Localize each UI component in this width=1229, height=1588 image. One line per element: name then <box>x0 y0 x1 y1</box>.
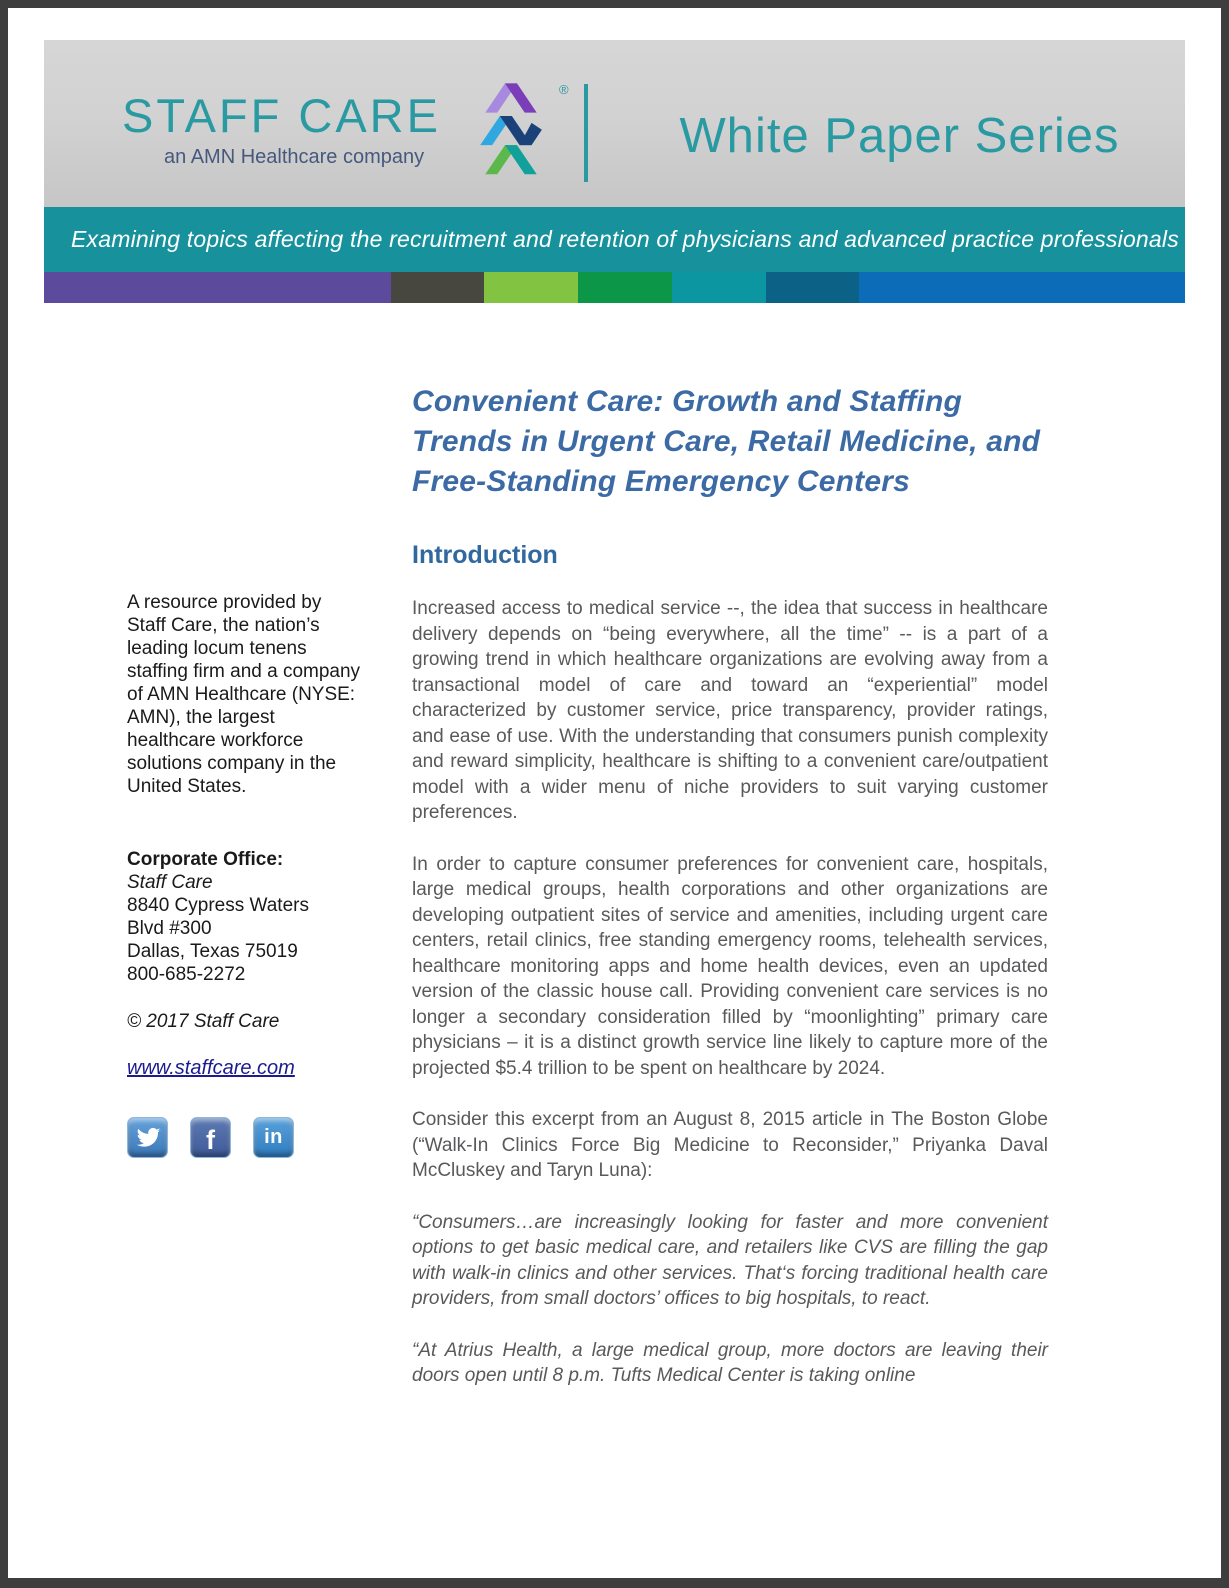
corporate-office-label: Corporate Office: <box>127 849 284 870</box>
quote-paragraph-1: “Consumers…are increasingly looking for faster and more convenient options to get basic medical care, and retailers like CVS are filling the gap with walk-in clinics and other services. That‘s forcing traditional health care providers, from small doctors’ offices to big hospitals, to react. <box>412 1211 1048 1309</box>
quote-paragraph-2: “At Atrius Health, a large medical group, more doctors are leaving their doors open until 8 p.m. Tufts Medical Center is taking online <box>412 1339 1048 1386</box>
title-line-1: Convenient Care: Growth and Staffing <box>412 385 963 418</box>
stripe-segment <box>44 272 391 303</box>
address-line-3: Dallas, Texas 75019 <box>127 941 298 962</box>
address-line-2: Blvd #300 <box>127 918 212 939</box>
linkedin-icon[interactable] <box>253 1117 294 1158</box>
corporate-office-name: Staff Care <box>127 872 213 893</box>
introduction-heading: Introduction <box>412 541 558 569</box>
facebook-icon[interactable] <box>190 1117 231 1158</box>
tagline-bar <box>44 207 1185 272</box>
address-line-1: 8840 Cypress Waters <box>127 895 309 916</box>
paragraph-2: In order to capture consumer preferences for convenient care, hospitals, large medical groups, health corporations and other organizations are developing outpatient sites of service and amenities, including urgent care centers, retail clinics, free standing emergency rooms, telehealth services, healthcare monitoring apps and home health devices, even an updated version of the classic house call. Providing convenient care services is no longer a secondary consideration filled by “moonlighting” primary care physicians – it is a distinct growth service line likely to capture more of the projected $5.4 trillion to be spent on healthcare by 2024. <box>412 853 1048 1079</box>
social-icons <box>127 1117 363 1158</box>
color-stripe <box>44 272 1185 303</box>
stripe-segment <box>766 272 858 303</box>
about-text: A resource provided by Staff Care, the nation’s leading locum tenens staffing firm and a company of AMN Healthcare (NYSE: AMN), the largest healthcare workforce solutions company in the United States. <box>127 592 361 797</box>
stripe-segment <box>578 272 672 303</box>
logo-tagline: an AMN Healthcare company <box>164 146 425 168</box>
stripe-segment <box>672 272 767 303</box>
series-title: White Paper Series <box>679 109 1120 163</box>
phone-number: 800-685-2272 <box>127 964 246 985</box>
stripe-segment <box>859 272 1185 303</box>
stripe-segment <box>391 272 485 303</box>
title-line-2: Trends in Urgent Care, Retail Medicine, and <box>412 425 1041 458</box>
sidebar <box>127 591 363 1158</box>
paragraph-3: Consider this excerpt from an August 8, 2015 article in The Boston Globe (“Walk-In Clinics Force Big Medicine to Reconsider,” Priyanka Daval McCluskey and Taryn Luna): <box>412 1109 1048 1181</box>
twitter-icon[interactable] <box>127 1117 168 1158</box>
stripe-segment <box>484 272 578 303</box>
logo-wordmark: STAFF CARE <box>122 89 441 142</box>
facebook-glyph: f <box>206 1125 215 1155</box>
title-line-3: Free-Standing Emergency Centers <box>412 465 911 498</box>
linkedin-glyph: in <box>264 1126 283 1148</box>
page-title <box>412 382 1048 502</box>
amn-logo-icon <box>468 80 554 181</box>
staff-care-logo <box>122 82 569 169</box>
copyright-text: © 2017 Staff Care <box>127 1011 280 1032</box>
website-link[interactable]: www.staffcare.com <box>127 1057 295 1079</box>
tagline-text: Examining topics affecting the recruitment and retention of physicians and advanced practice professionals <box>71 226 1179 252</box>
header-divider <box>584 84 588 182</box>
paragraph-1: Increased access to medical service --, the idea that success in healthcare delivery depends on “being everywhere, all the time” -- is a part of a growing trend in which healthcare organizations are evolving away from a transactional model of care and toward an “experiential” model characterized by customer service, price transparency, provider ratings, and ease of use. With the understanding that consumers punish complexity and reward simplicity, healthcare is shifting to a convenient care/outpatient model with a wider menu of niche providers to suit varying customer preferences. <box>412 598 1048 823</box>
article-column <box>412 382 1048 1389</box>
header-banner <box>44 40 1185 207</box>
registered-mark: ® <box>559 82 569 97</box>
